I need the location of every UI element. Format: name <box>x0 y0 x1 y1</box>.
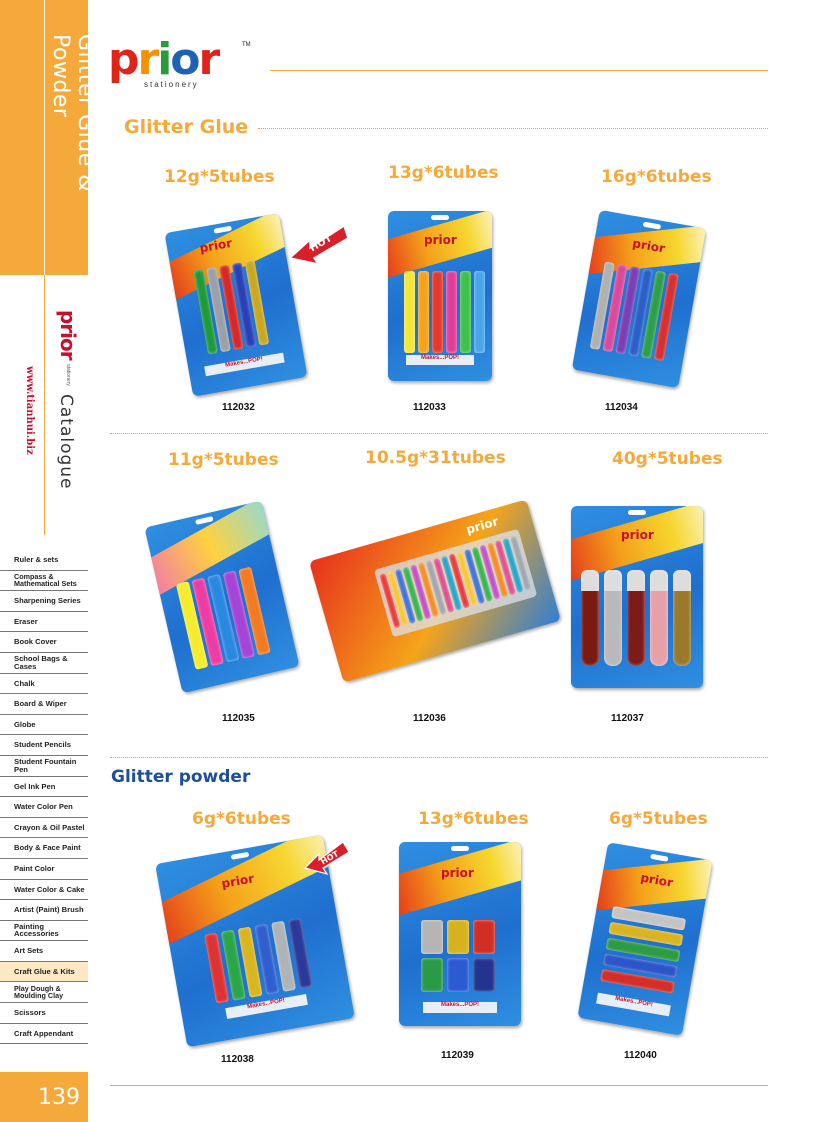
menu-item-ruler[interactable]: Ruler & sets <box>0 550 88 571</box>
package-brand: prior <box>621 528 654 542</box>
tube-row <box>404 271 485 353</box>
menu-item-water-color-pen[interactable]: Water Color Pen <box>0 797 88 818</box>
menu-item-school-bags[interactable]: School Bags & Cases <box>0 653 88 674</box>
hang-hole <box>650 854 669 862</box>
category-menu <box>0 550 88 1044</box>
slogan-strip: Makes...POP! <box>204 353 285 377</box>
package-brand: prior <box>424 233 457 247</box>
sidebar-divider <box>44 0 45 275</box>
product-image-112033[interactable] <box>388 211 492 381</box>
sidebar-brand-logo <box>56 310 80 386</box>
tube-row <box>193 260 269 354</box>
product-qty: 6g*5tubes <box>609 809 708 829</box>
menu-item-book-cover[interactable]: Book Cover <box>0 632 88 653</box>
sidebar-brand-sub: stationery <box>65 364 71 386</box>
powder-jar <box>447 958 469 992</box>
product-qty: 16g*6tubes <box>601 167 712 187</box>
slogan-strip: Makes...POP! <box>423 1002 497 1013</box>
product-qty: 11g*5tubes <box>168 450 279 470</box>
hang-hole <box>643 222 662 230</box>
product-code: 112034 <box>605 402 638 413</box>
menu-item-crayon[interactable]: Crayon & Oil Pastel <box>0 818 88 839</box>
hang-hole <box>628 510 646 515</box>
powder-jar <box>473 958 495 992</box>
tube-row <box>581 570 691 666</box>
menu-item-craft-glue[interactable]: Craft Glue & Kits <box>0 962 88 983</box>
product-code: 112038 <box>221 1054 254 1065</box>
menu-item-craft-appendant[interactable]: Craft Appendant <box>0 1024 88 1045</box>
row-divider <box>110 433 768 434</box>
product-image-112040[interactable] <box>577 842 712 1036</box>
section-title-glitter-glue: Glitter Glue <box>124 116 249 138</box>
product-image-112034[interactable] <box>572 210 706 388</box>
hot-arrow-icon <box>288 212 350 270</box>
glitter-bottle <box>581 570 599 666</box>
menu-item-paint-color[interactable]: Paint Color <box>0 859 88 880</box>
logo-letter: r <box>137 34 158 85</box>
chapter-title: Glitter Glue & Powder <box>48 34 98 192</box>
package-brand: prior <box>441 866 474 880</box>
product-image-112039[interactable] <box>399 842 521 1026</box>
product-code: 112040 <box>624 1050 657 1061</box>
sidebar-header-band <box>0 0 98 275</box>
menu-item-compass[interactable]: Compass & Mathematical Sets <box>0 571 88 592</box>
tube-row <box>176 567 271 670</box>
menu-item-scissors[interactable]: Scissors <box>0 1003 88 1024</box>
powder-jar <box>421 958 443 992</box>
package-brand: prior <box>220 871 256 891</box>
row-divider <box>110 757 768 758</box>
brand-logo <box>108 34 251 89</box>
product-qty: 13g*6tubes <box>418 809 529 829</box>
product-image-112035[interactable] <box>144 501 299 694</box>
jar-grid <box>421 920 501 992</box>
logo-subtitle: stationery <box>144 80 199 89</box>
logo-letter: p <box>108 34 138 85</box>
glitter-bottle <box>627 570 645 666</box>
menu-item-painting-accessories[interactable]: Painting Accessories <box>0 921 88 942</box>
tube-row <box>204 918 313 1004</box>
page-number: 139 <box>0 1072 88 1122</box>
menu-item-brush[interactable]: Artist (Paint) Brush <box>0 900 88 921</box>
menu-item-water-color-cake[interactable]: Water Color & Cake <box>0 880 88 901</box>
logo-letter: i <box>157 34 171 85</box>
trademark-mark: TM <box>242 42 251 48</box>
package-brand: prior <box>639 870 675 890</box>
menu-item-globe[interactable]: Globe <box>0 715 88 736</box>
section-title-glitter-powder: Glitter powder <box>111 767 251 787</box>
hang-hole <box>431 215 449 220</box>
product-code: 112032 <box>222 402 255 413</box>
powder-jar <box>447 920 469 954</box>
logo-letter: o <box>170 34 199 85</box>
slogan-strip: Makes...POP! <box>225 994 308 1019</box>
hang-hole <box>451 846 469 851</box>
glitter-tube <box>432 271 443 353</box>
hot-label: HOT <box>308 232 335 255</box>
product-image-112037[interactable] <box>571 506 703 688</box>
powder-jar <box>473 920 495 954</box>
menu-item-face-paint[interactable]: Body & Face Paint <box>0 838 88 859</box>
product-qty: 40g*5tubes <box>612 449 723 469</box>
section-divider <box>258 128 768 129</box>
menu-item-eraser[interactable]: Eraser <box>0 612 88 633</box>
footer-rule <box>110 1085 768 1086</box>
product-qty: 10.5g*31tubes <box>365 448 506 468</box>
product-code: 112039 <box>441 1050 474 1061</box>
menu-item-art-sets[interactable]: Art Sets <box>0 941 88 962</box>
vial-stack <box>600 906 686 994</box>
sidebar-brand-word: prior <box>56 310 80 360</box>
glitter-tube <box>418 271 429 353</box>
product-code: 112037 <box>611 713 644 724</box>
glitter-tube <box>460 271 471 353</box>
glitter-bottle <box>673 570 691 666</box>
menu-item-fountain-pen[interactable]: Student Fountain Pen <box>0 756 88 777</box>
menu-item-gel-pen[interactable]: Gel Ink Pen <box>0 777 88 798</box>
glitter-bottle <box>604 570 622 666</box>
product-qty: 6g*6tubes <box>192 809 291 829</box>
slogan-strip: Makes...POP! <box>406 355 474 365</box>
package-brand: prior <box>631 236 667 256</box>
hot-arrow-icon <box>303 836 351 876</box>
header-rule <box>270 70 768 71</box>
product-code: 112035 <box>222 713 255 724</box>
product-image-112032[interactable] <box>164 213 307 397</box>
menu-item-board[interactable]: Board & Wiper <box>0 694 88 715</box>
slogan-strip: Makes...POP! <box>596 993 671 1017</box>
tube-row <box>590 262 679 362</box>
glitter-tube <box>404 271 415 353</box>
website-link[interactable]: www.tianhui.biz <box>24 366 35 455</box>
package-brand: prior <box>198 235 234 256</box>
product-code: 112036 <box>413 713 446 724</box>
hang-hole <box>231 852 250 860</box>
package-brand: prior <box>464 514 500 537</box>
menu-item-pencils[interactable]: Student Pencils <box>0 735 88 756</box>
product-code: 112033 <box>413 402 446 413</box>
menu-item-play-dough[interactable]: Play Dough & Moulding Clay <box>0 982 88 1003</box>
glitter-tube <box>446 271 457 353</box>
glitter-tube <box>474 271 485 353</box>
product-image-112036[interactable] <box>309 499 561 682</box>
powder-jar <box>421 920 443 954</box>
catalogue-label: Catalogue <box>56 394 76 490</box>
product-qty: 13g*6tubes <box>388 163 499 183</box>
product-qty: 12g*5tubes <box>164 167 275 187</box>
sidebar-rule <box>44 275 45 535</box>
menu-item-sharpening[interactable]: Sharpening Series <box>0 591 88 612</box>
hot-label: HOT <box>319 849 341 867</box>
package-band <box>399 842 521 920</box>
logo-letter: r <box>198 34 219 85</box>
glitter-bottle <box>650 570 668 666</box>
menu-item-chalk[interactable]: Chalk <box>0 674 88 695</box>
